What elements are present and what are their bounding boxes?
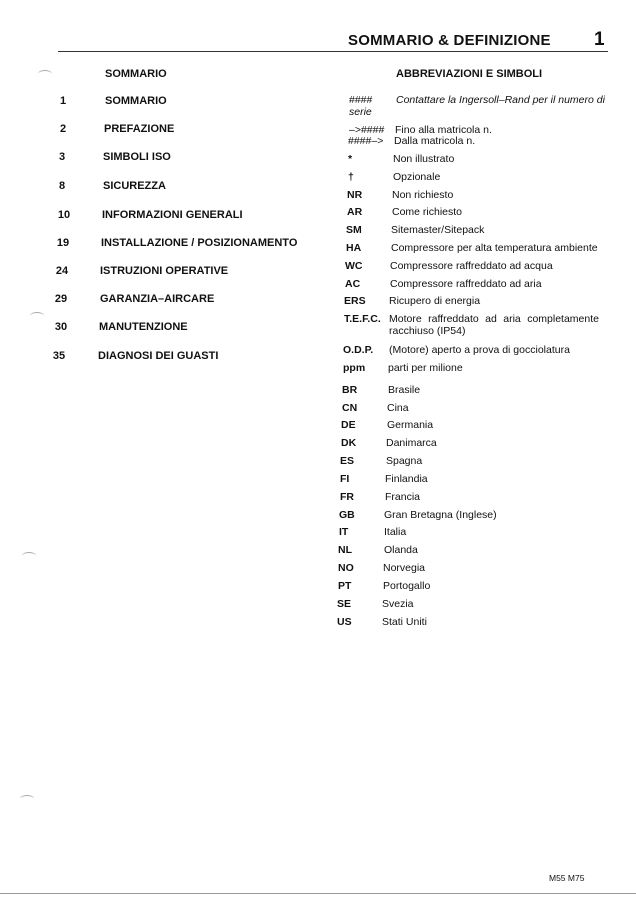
toc-page: 30 [54,321,68,333]
toc-label: DIAGNOSI DEI GUASTI [98,350,219,362]
abbreviation-code: SM [346,224,362,236]
binding-hole-mark [22,552,36,560]
abbreviation-definition: Motore raffreddato ad aria completamente racchiuso (IP54) [389,313,599,337]
abbreviation-code: BR [342,384,358,396]
abbreviation-definition: Compressore raffreddato ad aria [390,278,542,290]
abbreviation-code-alt: ####–> [348,135,384,147]
abbreviation-definition: Non richiesto [392,189,454,201]
abbreviation-code-note: serie [349,106,372,118]
page-title: SOMMARIO & DEFINIZIONE [348,32,551,49]
toc-page: 10 [57,209,71,221]
abbreviation-definition: Ricupero di energia [389,295,481,307]
toc-item [0,265,330,281]
abbreviation-definition: Fino alla matricola n. [395,124,492,136]
abbreviation-code: WC [345,260,363,272]
abbreviation-definition: Gran Bretagna (Inglese) [384,509,497,521]
abbreviation-code: PT [338,580,352,592]
toc-item [0,123,330,139]
toc-item [0,293,330,309]
abbreviations-heading: ABBREVIAZIONI E SIMBOLI [396,68,543,80]
toc-page: 1 [59,95,67,107]
binding-hole-mark [38,70,52,78]
abbreviation-definition: Finlandia [385,473,428,485]
abbreviation-definition: Compressore raffreddato ad acqua [390,260,553,272]
toc-item [0,237,330,253]
toc-label: SIMBOLI ISO [103,151,171,163]
toc-label: SICUREZZA [103,180,166,192]
abbreviation-code: NR [347,189,363,201]
abbreviation-code: DK [341,437,357,449]
abbreviation-code: #### [349,94,373,106]
binding-hole-mark [20,795,34,803]
abbreviation-definition: Cina [387,402,409,414]
abbreviation-code: NL [338,544,352,556]
toc-item [0,321,330,337]
abbreviation-definition: Stati Uniti [382,616,427,628]
toc-item [0,350,330,366]
toc-page: 3 [58,151,66,163]
abbreviation-code: O.D.P. [343,344,374,356]
abbreviation-definition: Non illustrato [393,153,455,165]
page-number: 1 [594,29,605,50]
toc-page: 19 [56,237,70,249]
toc-item [0,151,330,167]
abbreviation-definition: Danimarca [386,437,437,449]
toc-label: INSTALLAZIONE / POSIZIONAMENTO [101,237,298,249]
toc-label: PREFAZIONE [104,123,175,135]
abbreviation-code: HA [346,242,362,254]
header-divider [58,51,608,52]
toc-label: INFORMAZIONI GENERALI [102,209,243,221]
abbreviation-code: ES [340,455,355,467]
toc-page: 35 [52,350,66,362]
abbreviation-definition: Spagna [386,455,423,467]
abbreviation-code: ppm [343,362,366,374]
toc-page: 2 [59,123,67,135]
abbreviation-code: AR [347,206,363,218]
abbreviation-definition: Francia [385,491,421,503]
binding-hole-mark [30,312,44,320]
abbreviation-definition: Italia [384,526,407,538]
abbreviation-code: GB [339,509,355,521]
abbreviation-code: IT [339,526,349,538]
toc-heading: SOMMARIO [105,68,167,80]
abbreviation-definition: parti per milione [388,362,463,374]
abbreviation-code: DE [341,419,356,431]
abbreviation-code: FR [340,491,354,503]
abbreviation-definition: (Motore) aperto a prova di gocciolatura [389,344,570,356]
toc-label: SOMMARIO [105,95,167,107]
footer-divider [0,893,636,894]
abbreviation-code: SE [337,598,352,610]
abbreviation-code: T.E.F.C. [344,313,381,325]
abbreviation-code: NO [338,562,354,574]
abbreviation-definition: Svezia [382,598,414,610]
abbreviation-definition: Portogallo [383,580,431,592]
abbreviation-definition: Olanda [384,544,418,556]
abbreviation-code: FI [340,473,350,485]
abbreviation-code: AC [345,278,361,290]
abbreviation-definition: Contattare la Ingersoll–Rand per il numero di [396,94,605,106]
abbreviation-code: * [348,153,353,165]
abbreviation-code: CN [342,402,358,414]
abbreviation-definition-alt: Dalla matricola n. [394,135,476,147]
abbreviation-definition: Germania [387,419,434,431]
toc-page: 24 [55,265,69,277]
abbreviation-code: –>#### [349,124,385,136]
abbreviation-definition: Brasile [388,384,421,396]
toc-item [0,209,330,225]
toc-page: 8 [58,180,66,192]
abbreviation-definition: Norvegia [383,562,426,574]
toc-label: MANUTENZIONE [99,321,188,333]
abbreviation-definition: Come richiesto [392,206,463,218]
abbreviation-code: ERS [344,295,366,307]
footer-model-codes: M55 M75 [549,873,585,883]
abbreviation-definition: Compressore per alta temperatura ambiente [391,242,598,254]
toc-label: GARANZIA–AIRCARE [100,293,215,305]
abbreviation-definition: Sitemaster/Sitepack [391,224,485,236]
abbreviation-code: US [337,616,352,628]
toc-label: ISTRUZIONI OPERATIVE [100,265,229,277]
abbreviation-definition: Opzionale [393,171,441,183]
toc-item [0,95,330,111]
toc-item [0,180,330,196]
abbreviation-code: † [348,171,354,183]
toc-page: 29 [54,293,68,305]
